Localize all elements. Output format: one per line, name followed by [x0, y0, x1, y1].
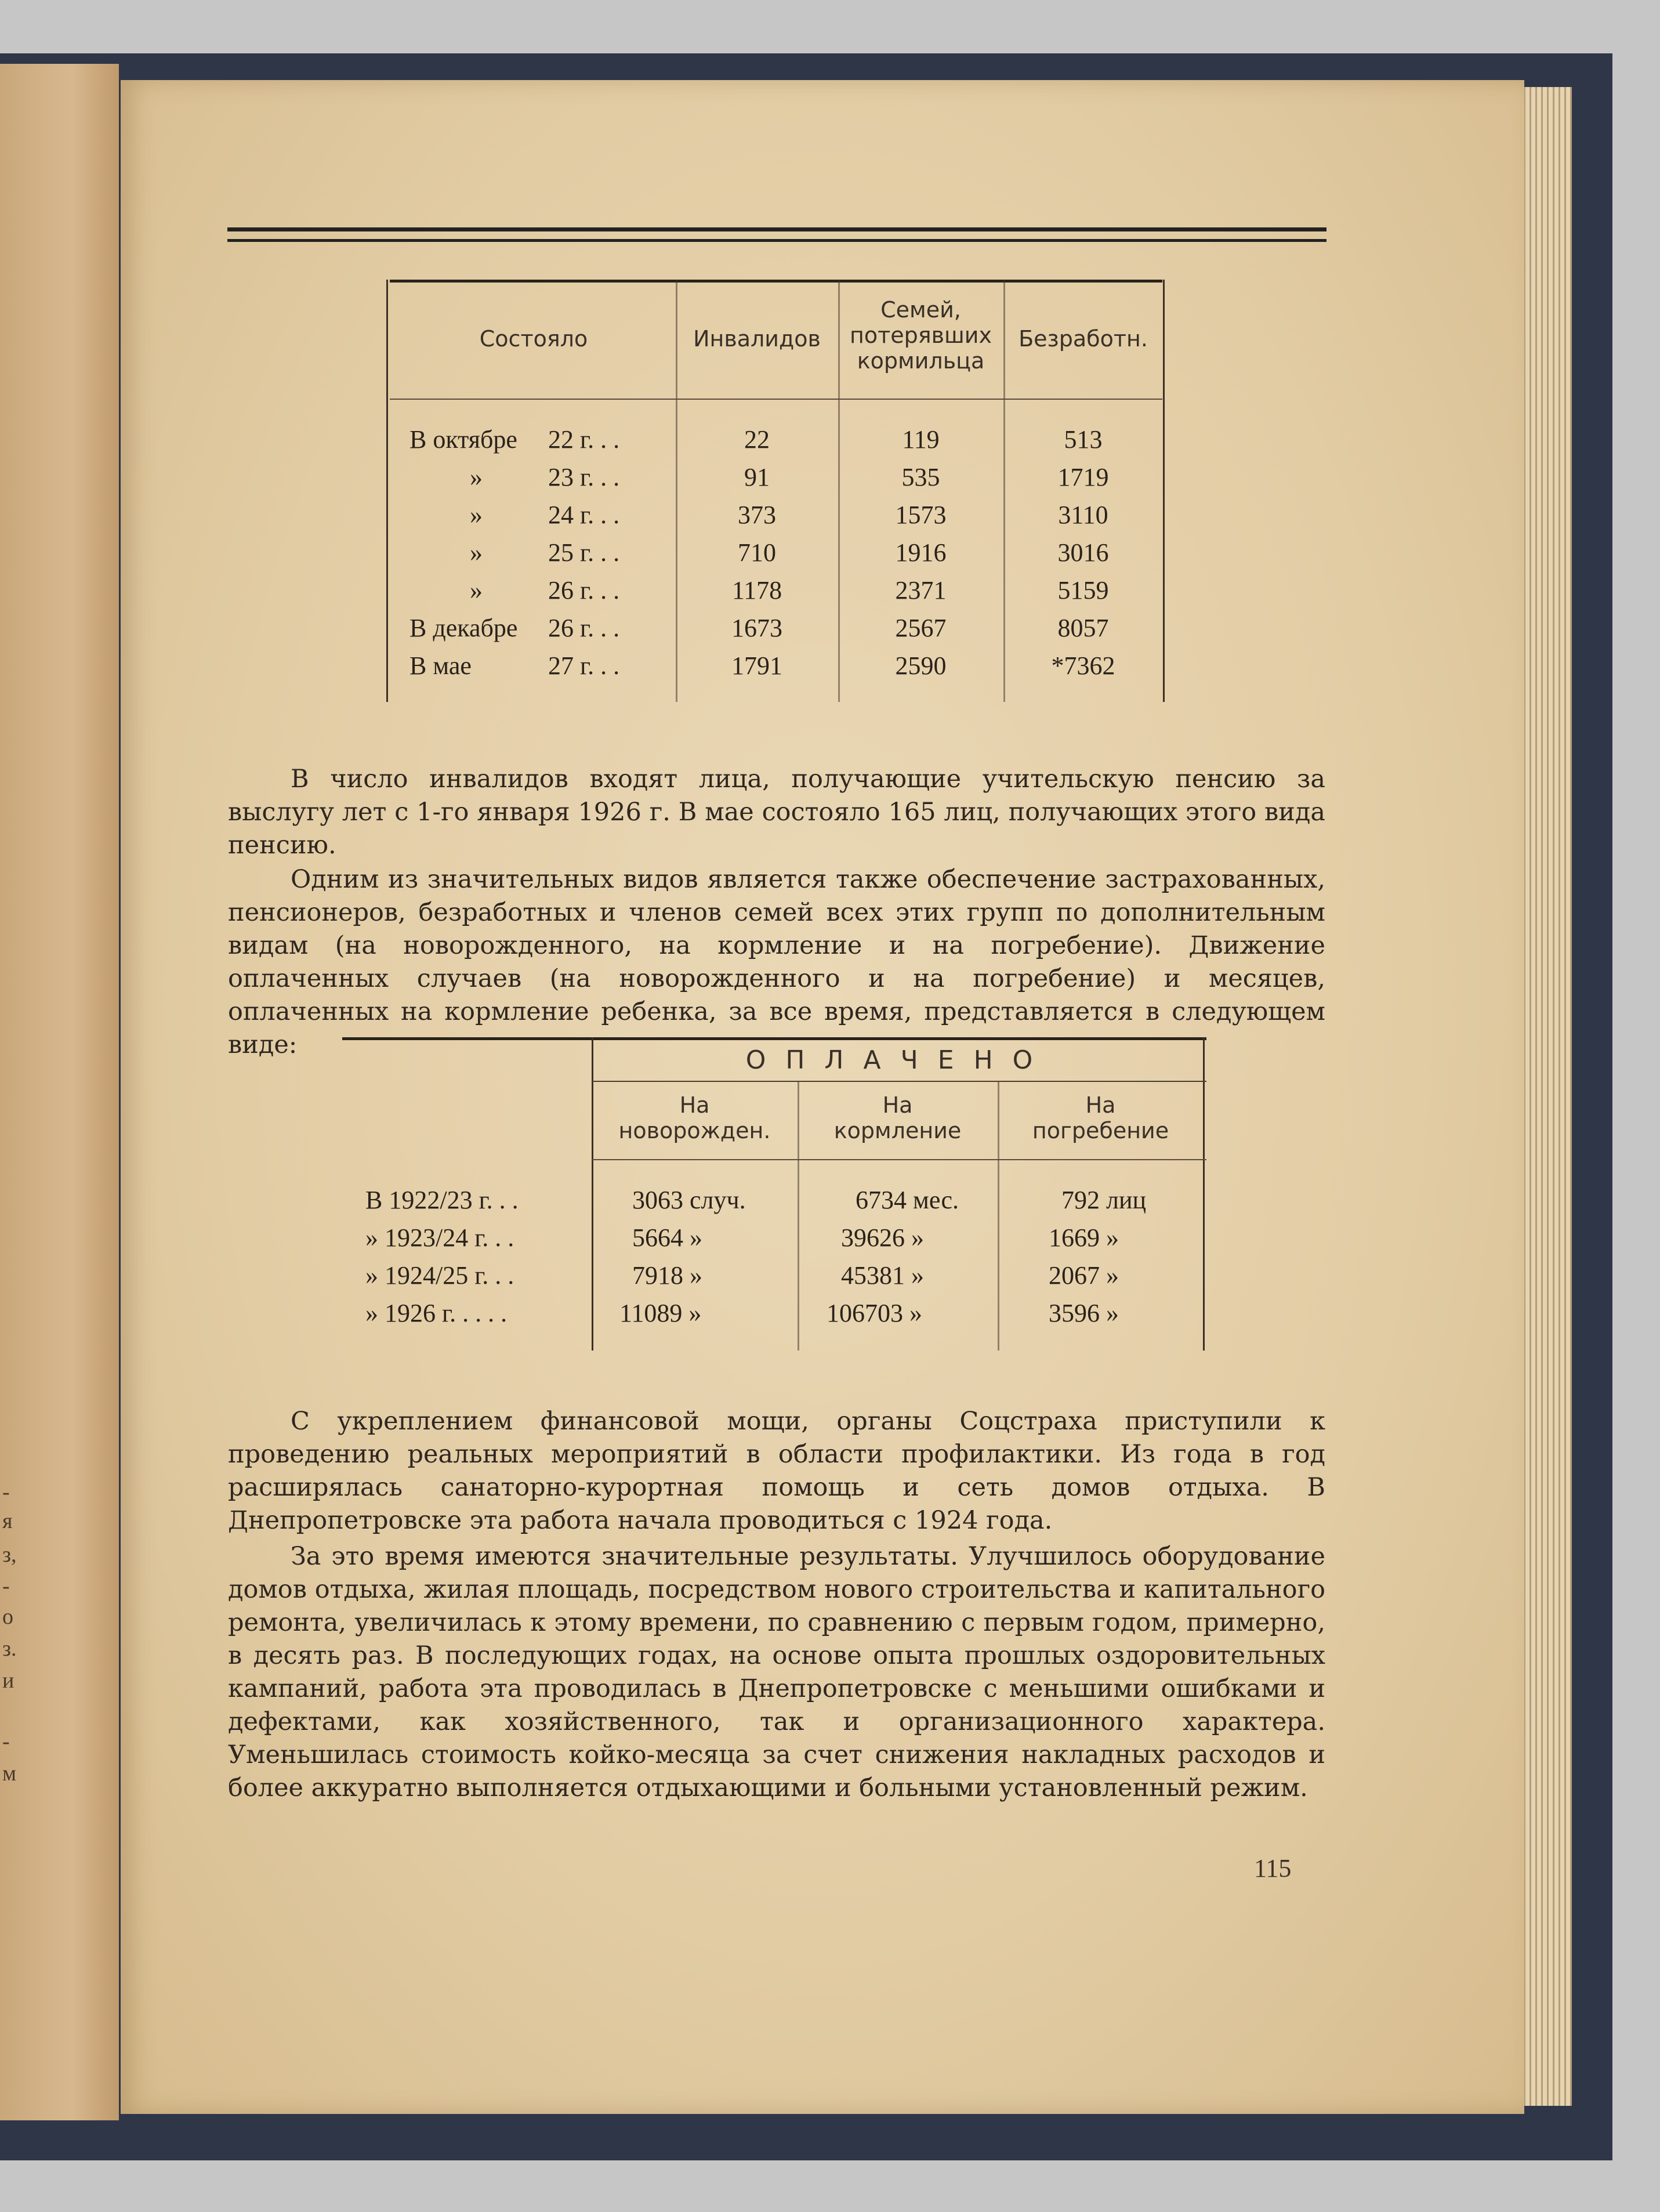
table-row	[383, 651, 1169, 688]
cell-unemployed: 8057	[1057, 614, 1109, 642]
row-year: 22 г. . .	[548, 425, 620, 454]
table-top-rule	[390, 280, 1162, 283]
cell-feeding: 6734 мес.	[856, 1186, 959, 1214]
left-page	[0, 64, 119, 2120]
header-feeding	[798, 1092, 998, 1143]
row-label: »	[470, 576, 483, 604]
table-top-rule	[342, 1037, 1206, 1040]
table-row	[342, 1223, 1206, 1260]
row-year: 25 г. . .	[548, 538, 620, 567]
cell-families: 2567	[895, 614, 947, 642]
cell-unemployed: 3110	[1058, 501, 1108, 529]
cell-families: 535	[901, 463, 940, 491]
row-label: » 1924/25 г. . .	[365, 1261, 514, 1290]
cell-burial: 1669 »	[1049, 1223, 1119, 1252]
page-number: 115	[1254, 1854, 1292, 1882]
header-invalids: Инвалидов	[693, 326, 821, 352]
cell-families: 2371	[895, 576, 947, 604]
cell-families: 1573	[895, 501, 947, 529]
cell-invalids: 710	[738, 538, 776, 567]
row-label: В мае	[409, 651, 472, 680]
table-row	[383, 575, 1169, 613]
row-year: 26 г. . .	[548, 614, 620, 642]
margin-char: -	[2, 1574, 10, 1598]
table-row	[383, 538, 1169, 575]
row-label: »	[470, 463, 483, 491]
cell-invalids: 91	[744, 463, 770, 491]
header-families-line: Семей,	[880, 297, 961, 323]
cell-newborn: 5664 »	[632, 1223, 702, 1252]
cell-newborn: 3063 случ.	[632, 1186, 746, 1214]
table-row	[342, 1298, 1206, 1335]
paid-benefits-table	[342, 1037, 1206, 1351]
header-line: погребение	[1032, 1118, 1169, 1143]
table-row	[383, 425, 1169, 462]
cell-invalids: 1673	[731, 614, 782, 642]
cell-feeding: 106703 »	[827, 1299, 922, 1327]
header-unemployed: Безработн.	[1019, 326, 1148, 352]
header-state: Состояло	[479, 326, 588, 352]
paragraph-benefits: Одним из значительных видов является также обеспечение застрахованных, пенсионеров, безработных и членов семей всех этих групп по дополнительным видам (на новорожденного, на кормление и на погребение). Движение оплаченных случаев (на новорожденного и на погребение) и месяцев, оплаченных на кормление ребенка, за все время, представляется в следующем виде:	[228, 865, 1325, 1059]
margin-char: и	[2, 1668, 15, 1693]
cell-feeding: 45381 »	[841, 1261, 924, 1290]
margin-char: м	[2, 1761, 17, 1786]
margin-char: з,	[2, 1543, 17, 1567]
table-row	[383, 613, 1169, 650]
cell-unemployed: *7362	[1051, 651, 1115, 680]
cell-unemployed: 3016	[1057, 538, 1109, 567]
header-line: На	[882, 1092, 913, 1118]
header-separator	[592, 1159, 1206, 1160]
cell-families: 119	[902, 425, 940, 454]
header-families-line: кормильца	[857, 348, 985, 374]
header-families	[838, 297, 1003, 374]
table-row	[383, 500, 1169, 537]
header-line: новорожден.	[618, 1118, 771, 1143]
header-rule	[227, 227, 1326, 231]
paragraph-prevention: С укреплением финансовой мощи, органы Соцстраха приступили к проведению реальных мероприятий в области профилактики. Из года в год расширялась санаторно-курортная помощь и сеть домов отдыха. В Днепропетровске эта работа начала проводиться с 1924 года.	[228, 1407, 1325, 1535]
header-families-line: потерявших	[850, 323, 992, 348]
cell-invalids: 1791	[731, 651, 782, 680]
table-row	[342, 1185, 1206, 1222]
row-label: В октябре	[409, 425, 517, 454]
header-paid: ОПЛАЧЕНО	[745, 1045, 1053, 1075]
header-line: На	[679, 1092, 710, 1118]
table-row	[383, 462, 1169, 499]
cell-newborn: 11089 »	[619, 1299, 702, 1327]
cell-families: 1916	[895, 538, 947, 567]
paragraph-results: За это время имеются значительные результаты. Улучшилось оборудование домов отдыха, жилая площадь, посредством нового строительства и капитального ремонта, увеличилась к этому времени, по сравнению с первым годом, примерно, в десять раз. В последующих годах, на основе опыта прошлых оздоровительных кампаний, работа эта проводилась в Днепропетровске с меньшими ошибками и дефектами, как хозяйственного, так и организационного характера. Уменьшилась стоимость койко-месяца за счет снижения накладных расходов и более аккуратно выполняется отдыхающими и больными установленный режим.	[228, 1542, 1325, 1802]
row-label: »	[470, 538, 483, 567]
margin-char: -	[2, 1480, 10, 1504]
cell-unemployed: 1719	[1057, 463, 1109, 491]
row-label: » 1923/24 г. . .	[365, 1223, 514, 1252]
header-line: кормление	[833, 1118, 962, 1143]
row-year: 24 г. . .	[548, 501, 620, 529]
cell-burial: 792 лиц	[1061, 1186, 1147, 1214]
header-burial	[998, 1092, 1204, 1143]
cell-invalids: 373	[738, 501, 776, 529]
cell-feeding: 39626 »	[841, 1223, 924, 1252]
paragraph-pensions: В число инвалидов входят лица, получающие учительскую пенсию за выслугу лет с 1-го января 1926 г. В мае состояло 165 лиц, получающих этого вида пенсию.	[228, 765, 1325, 860]
span-header-rule	[592, 1081, 1206, 1082]
row-label: »	[470, 501, 483, 529]
header-separator	[390, 399, 1162, 400]
row-label: В декабре	[409, 614, 518, 642]
cell-burial: 3596 »	[1049, 1299, 1119, 1327]
margin-char: я	[2, 1509, 13, 1533]
cell-families: 2590	[895, 651, 947, 680]
row-year: 23 г. . .	[548, 463, 620, 491]
insured-status-table	[383, 280, 1169, 703]
row-year: 26 г. . .	[548, 576, 620, 604]
header-newborn	[592, 1092, 798, 1143]
cell-unemployed: 513	[1064, 425, 1103, 454]
margin-char: -	[2, 1729, 10, 1754]
cell-burial: 2067 »	[1049, 1261, 1119, 1290]
cell-invalids: 22	[744, 425, 770, 454]
row-year: 27 г. . .	[548, 651, 620, 680]
cell-unemployed: 5159	[1057, 576, 1109, 604]
row-label: » 1926 г. . . . .	[365, 1299, 508, 1327]
cell-newborn: 7918 »	[632, 1261, 702, 1290]
header-rule	[227, 239, 1326, 242]
margin-char: з.	[2, 1637, 17, 1661]
margin-char: о	[2, 1605, 13, 1629]
cell-invalids: 1178	[731, 576, 782, 604]
table-row	[342, 1261, 1206, 1298]
header-line: На	[1085, 1092, 1116, 1118]
row-label: В 1922/23 г. . .	[365, 1186, 519, 1214]
